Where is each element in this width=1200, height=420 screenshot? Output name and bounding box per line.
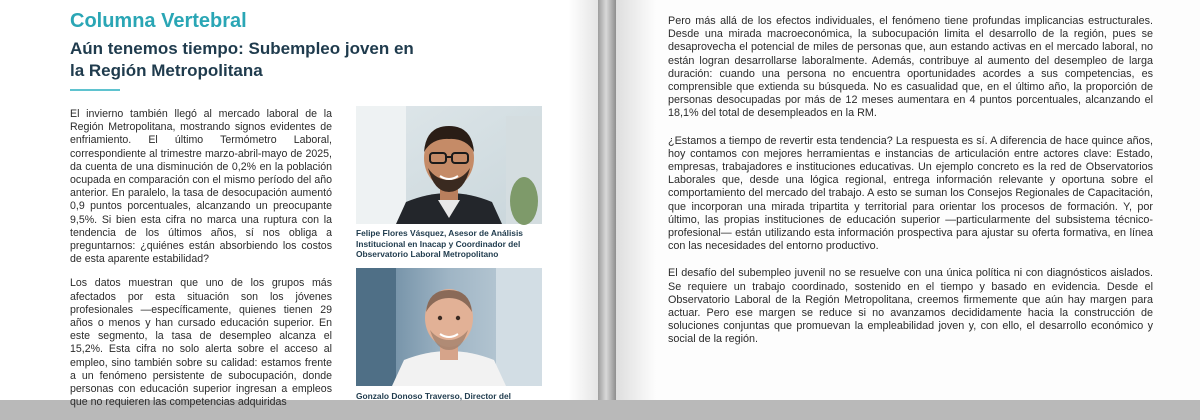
article-headline: Aún tenemos tiempo: Subempleo joven en la Región Metropolitana [70, 39, 414, 80]
body-paragraph: Pero más allá de los efectos individuales, el fenómeno tiene profundas implicancias estructurales. Desde una mirada macroeconómica, la subocupación limita el desarrollo de la región, pues se desaprovecha el potencial de miles de personas que, aun estando activas en el mercado laboral, no están logran desarrollarse laboralmente. Además, contribuye al aumento del desempleo de larga duración: cuando una persona no encuentra oportunidades acordes a sus competencias, es comprensible que extienda su búsqueda. No es casualidad que, en el último año, la proporción de personas desocupadas por más de 12 meses aumentara en 4 puntos porcentuales, alcanzando el 18,1% del total de desempleados en la RM. [668, 15, 1153, 120]
author-photo-felipe [356, 106, 542, 224]
left-page [0, 0, 598, 409]
book-gutter [598, 0, 616, 400]
body-paragraph: ¿Estamos a tiempo de revertir esta tendencia? La respuesta es sí. A diferencia de hace quince años, hoy contamos con mejores herramientas e instancias de articulación entre actores clave: Estado, empresas, trabajadores e instituciones educativas. Un ejemplo concreto es la red de Observatorios Laborales que, desde una lógica regional, entrega información relevante y oportuna sobre el comportamiento del mercado del trabajo. A esto se suman los Consejos Regionales de Capacitación, que incorporan una mirada tripartita y territorial para orientar los procesos de formación. Y, por último, las propias instituciones de educación superior —particularmente del subsistema técnico-profesional— están utilizando esta información prospectiva para ajustar su oferta formativa, en línea con las necesidades del entorno productivo. [668, 134, 1153, 253]
right-column [668, 15, 1153, 361]
right-page [616, 0, 1200, 400]
section-title: Columna Vertebral [70, 10, 247, 32]
left-column [70, 108, 332, 420]
photo-caption: Gonzalo Donoso Traverso, Director del [356, 391, 511, 401]
body-paragraph: El desafío del subempleo juvenil no se resuelve con una única política ni con diagnósticos aislados. Se requiere un trabajo coordinado, sostenido en el tiempo y basado en evidencia. Desde el Observatorio Laboral de la Región Metropolitana, creemos firmemente que aún hay margen para actuar. Pero ese margen se reduce si no avanzamos decididamente hacia la construcción de soluciones conjuntas que promuevan la empleabilidad joven y, con ello, el desarrollo económico y social de la región. [668, 267, 1153, 346]
photo-caption: Felipe Flores Vásquez, Asesor de Análisis Institucional en Inacap y Coordinador del Observatorio Laboral Metropolitano [356, 228, 523, 259]
portrait-man-bald-icon [356, 268, 542, 386]
title-divider [70, 89, 120, 91]
portrait-man-glasses-icon [356, 106, 542, 224]
body-paragraph: Los datos muestran que uno de los grupos más afectados por esta situación son los jóvenes profesionales —específicamente, quienes tienen 29 años o menos y han cursado educación superior. En este segmento, la tasa de desempleo alcanza el 15,2%. Esta cifra no solo alerta sobre el acceso al empleo, sino también sobre su calidad: estamos frente a un fenómeno persistente de subocupación, donde personas con educación superior ingresan a empleos que no requieren las competencias adquiridas [70, 277, 332, 409]
body-paragraph: El invierno también llegó al mercado laboral de la Región Metropolitana, mostrando signos evidentes de enfriamiento. El último Termómetro Laboral, correspondiente al trimestre marzo-abril-mayo de 2025, da cuenta de una disminución de 0,2% en la población ocupada en comparación con el mismo período del año anterior. En paralelo, la tasa de desocupación aumentó 0,9 puntos porcentuales, alcanzando un preocupante 9,5%. Si bien esta cifra no marca una ruptura con la tendencia de los últimos años, sí nos obliga a preguntarnos: ¿quiénes están absorbiendo los costos de esta aparente estabilidad? [70, 108, 332, 266]
author-photo-gonzalo [356, 268, 542, 386]
